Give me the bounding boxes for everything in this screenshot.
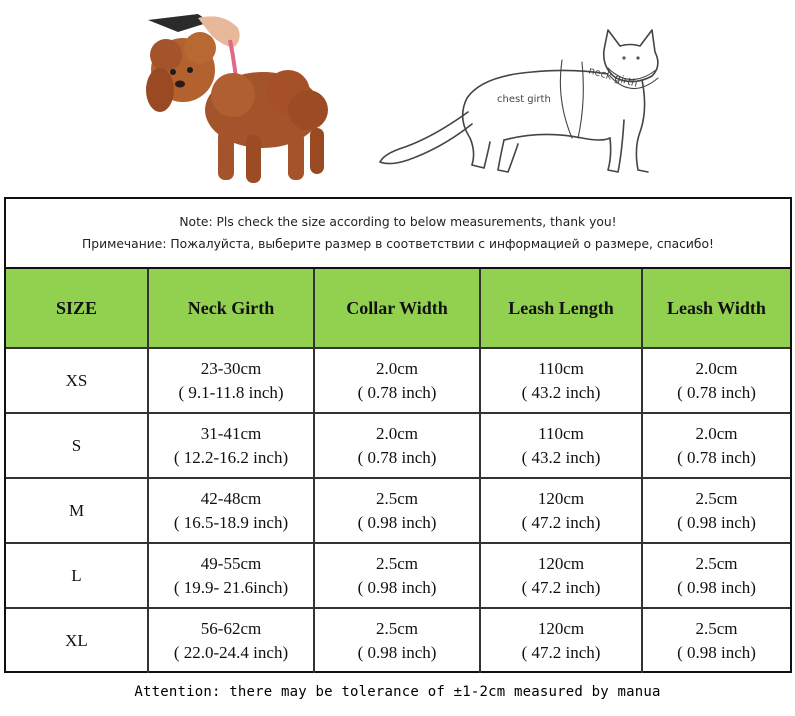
inch-value: ( 0.98 inch) xyxy=(677,643,756,662)
neck-girth-cell xyxy=(148,478,314,543)
cm-value: 2.5cm xyxy=(375,488,419,508)
size-cell: L xyxy=(6,543,148,608)
inch-value: ( 43.2 inch) xyxy=(521,382,601,402)
size-chart xyxy=(4,197,792,673)
inch-value: ( 22.0-24.4 inch) xyxy=(173,643,289,662)
neck-girth-cell xyxy=(148,348,314,413)
leash-length-cell xyxy=(480,348,642,413)
cm-value: 2.5cm xyxy=(375,619,419,638)
cm-value: 2.5cm xyxy=(695,488,738,508)
inch-value: ( 0.78 inch) xyxy=(677,447,756,467)
leash-length-cell xyxy=(480,413,642,478)
table-row xyxy=(6,543,790,608)
inch-value: ( 0.78 inch) xyxy=(677,382,756,402)
leash-length-cell xyxy=(480,608,642,673)
inch-value: ( 47.2 inch) xyxy=(521,577,601,597)
collar-width-cell xyxy=(314,543,480,608)
header-collar-width: Collar Width xyxy=(314,269,480,348)
attention-note: Attention: there may be tolerance of ±1-2cm measured by manua xyxy=(134,684,661,700)
leash-width-cell xyxy=(642,608,790,673)
neck-girth-cell xyxy=(148,608,314,673)
cm-value: 110cm xyxy=(538,358,584,378)
header-neck-girth: Neck Girth xyxy=(148,269,314,348)
inch-value: ( 0.98 inch) xyxy=(677,512,756,532)
inch-value: ( 0.78 inch) xyxy=(357,382,437,402)
inch-value: ( 0.78 inch) xyxy=(357,447,437,467)
header-leash-width: Leash Width xyxy=(642,269,790,348)
note-russian: Примечание: Пожалуйста, выберите размер в соответствии с информацией о размере, спасибо! xyxy=(82,237,714,251)
table-header-row xyxy=(6,269,790,348)
chest-girth-label: chest girth xyxy=(497,94,551,105)
leash-length-cell xyxy=(480,478,642,543)
table-row xyxy=(6,413,790,478)
inch-value: ( 0.98 inch) xyxy=(357,643,437,662)
neck-girth-label: neck girth xyxy=(587,65,639,90)
leash-width-cell xyxy=(642,413,790,478)
inch-value: ( 0.98 inch) xyxy=(677,577,756,597)
cm-value: 23-30cm xyxy=(200,358,262,378)
size-table xyxy=(6,269,790,673)
leash-width-cell xyxy=(642,348,790,413)
cm-value: 2.5cm xyxy=(375,553,419,573)
header-size: SIZE xyxy=(6,269,148,348)
collar-width-cell xyxy=(314,608,480,673)
leash-length-cell xyxy=(480,543,642,608)
note-box xyxy=(6,199,790,269)
inch-value: ( 16.5-18.9 inch) xyxy=(173,512,289,532)
cm-value: 31-41cm xyxy=(200,423,262,443)
inch-value: ( 0.98 inch) xyxy=(357,512,437,532)
size-cell: M xyxy=(6,478,148,543)
inch-value: ( 47.2 inch) xyxy=(521,643,601,662)
inch-value: ( 47.2 inch) xyxy=(521,512,601,532)
size-cell: XL xyxy=(6,608,148,673)
cm-value: 2.5cm xyxy=(695,553,738,573)
neck-girth-cell xyxy=(148,543,314,608)
neck-girth-cell xyxy=(148,413,314,478)
collar-width-cell xyxy=(314,478,480,543)
leash-width-cell xyxy=(642,478,790,543)
inch-value: ( 9.1-11.8 inch) xyxy=(178,382,284,402)
cm-value: 110cm xyxy=(538,423,584,443)
table-row xyxy=(6,608,790,673)
cm-value: 42-48cm xyxy=(200,488,262,508)
header-leash-length: Leash Length xyxy=(480,269,642,348)
collar-width-cell xyxy=(314,348,480,413)
table-row xyxy=(6,478,790,543)
size-cell: XS xyxy=(6,348,148,413)
dog-photo xyxy=(138,10,338,190)
cm-value: 2.0cm xyxy=(695,423,738,443)
cm-value: 2.0cm xyxy=(375,423,419,443)
inch-value: ( 0.98 inch) xyxy=(357,577,437,597)
cm-value: 49-55cm xyxy=(200,553,262,573)
cm-value: 120cm xyxy=(537,619,585,638)
leash-width-cell xyxy=(642,543,790,608)
note-english: Note: Pls check the size according to below measurements, thank you! xyxy=(179,215,617,229)
cm-value: 120cm xyxy=(537,553,585,573)
cm-value: 2.5cm xyxy=(695,619,738,638)
cm-value: 2.0cm xyxy=(375,358,419,378)
inch-value: ( 19.9- 21.6inch) xyxy=(173,577,289,597)
illustrations xyxy=(0,0,795,196)
cm-value: 120cm xyxy=(537,488,585,508)
inch-value: ( 43.2 inch) xyxy=(521,447,601,467)
cat-measurement-drawing xyxy=(372,20,672,188)
size-cell: S xyxy=(6,413,148,478)
cm-value: 56-62cm xyxy=(200,619,262,638)
inch-value: ( 12.2-16.2 inch) xyxy=(173,447,289,467)
cm-value: 2.0cm xyxy=(695,358,738,378)
table-row xyxy=(6,348,790,413)
collar-width-cell xyxy=(314,413,480,478)
